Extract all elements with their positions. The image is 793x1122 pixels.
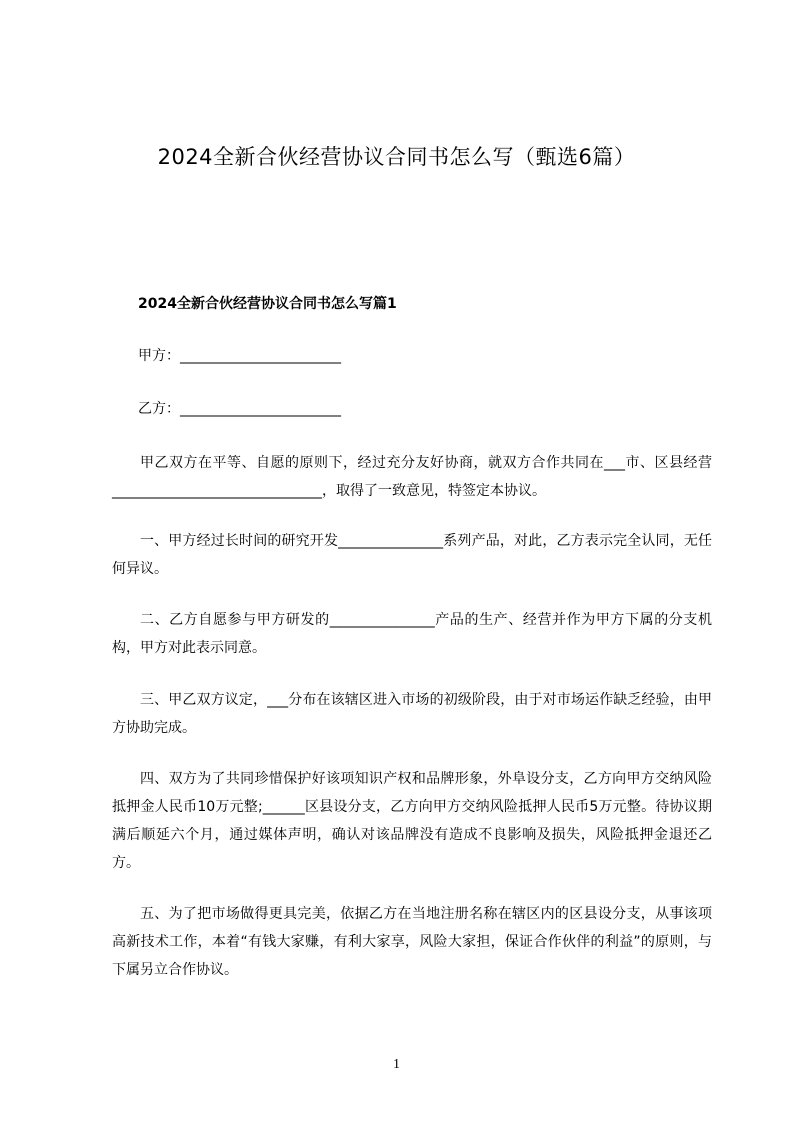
paragraph-preamble: 甲乙双方在平等、自愿的原则下，经过充分友好协商，就双方合作共同在___市、区县经营______________________________，取得了一致意见，特签定本协议。 [112, 455, 712, 499]
paragraph-clause-1: 一、甲方经过长时间的研究开发_______________系列产品，对此，乙方表示完全认同，无任何异议。 [112, 533, 712, 577]
paragraph-clause-5: 五、为了把市场做得更具完美，依据乙方在当地注册名称在辖区内的区县设分支，从事该项高新技术工作，本着“有钱大家赚，有利大家享，风险大家担，保证合作伙伴的利益”的原则，与下属另立合作协议。 [112, 906, 712, 978]
party-a-field: 甲方：_______________________ [138, 348, 341, 364]
paragraph-clause-3: 三、甲乙双方议定，___分布在该辖区进入市场的初级阶段，由于对市场运作缺乏经验，由甲方协助完成。 [112, 692, 712, 736]
paragraph-clause-4: 四、双方为了共同珍惜保护好该项知识产权和品牌形象，外阜设分支，乙方向甲方交纳风险抵押金人民币10万元整;______区县设分支，乙方向甲方交纳风险抵押人民币5万元整。待协议期满后顺延六个月，通过媒体声明，确认对该品牌没有造成不良影响及损失，风险抵押金退还乙方。 [112, 771, 712, 871]
page-number: 1 [393, 1057, 400, 1072]
paragraph-clause-2: 二、乙方自愿参与甲方研发的_______________产品的生产、经营并作为甲方下属的分支机构，甲方对此表示同意。 [112, 612, 712, 656]
section-title: 2024全新合伙经营协议合同书怎么写篇1 [138, 296, 397, 312]
document-title: 2024全新合伙经营协议合同书怎么写（甄选6篇） [157, 145, 636, 169]
party-b-field: 乙方：_______________________ [138, 401, 341, 417]
